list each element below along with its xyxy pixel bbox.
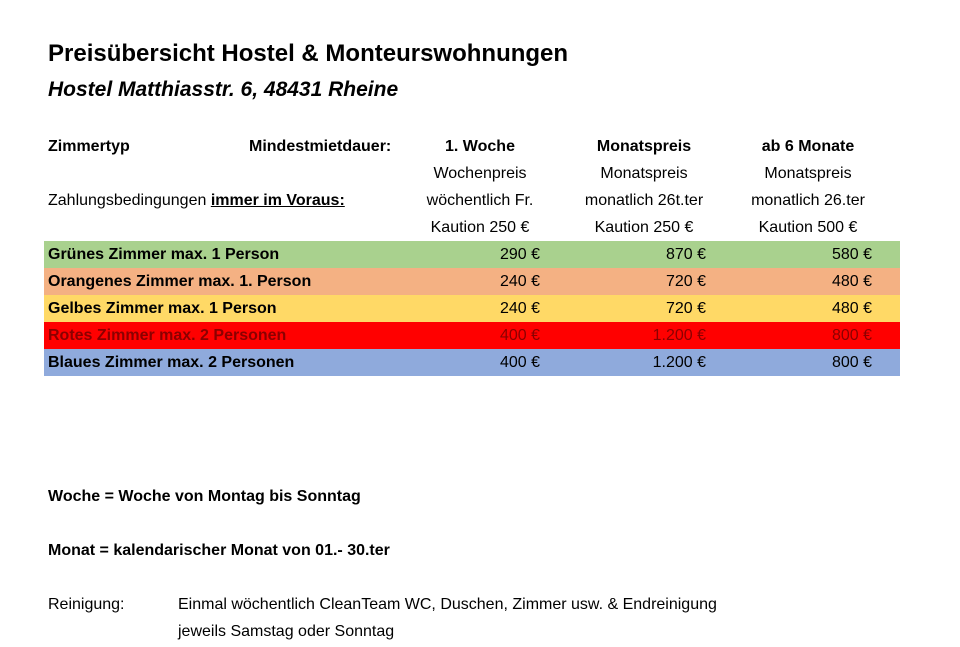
room-price-six-months: 480 €: [831, 273, 872, 290]
room-price-month: 720 €: [665, 300, 706, 317]
room-name: Blaues Zimmer max. 2 Personen: [48, 354, 295, 371]
room-name: Grünes Zimmer max. 1 Person: [48, 246, 280, 263]
room-price-week: 400 €: [499, 354, 540, 371]
payment-col2-line1: Monatspreis: [600, 165, 688, 182]
header-col-six-months: ab 6 Monate: [761, 138, 855, 155]
room-price-week: 240 €: [499, 300, 540, 317]
room-row-green: [44, 241, 900, 268]
payment-col1-line2: wöchentlich Fr.: [426, 192, 534, 209]
payment-col3-line3: Kaution 500 €: [758, 219, 858, 236]
note-reinigung-label: Reinigung:: [48, 596, 125, 613]
room-price-six-months: 800 €: [831, 327, 872, 344]
note-monat: Monat = kalendarischer Monat von 01.- 30.ter: [48, 542, 390, 559]
header-mindestmietdauer: Mindestmietdauer:: [249, 138, 392, 155]
payment-col1-line3: Kaution 250 €: [430, 219, 530, 236]
room-price-six-months: 800 €: [831, 354, 872, 371]
note-reinigung-line2: jeweils Samstag oder Sonntag: [178, 623, 395, 640]
page-subtitle: Hostel Matthiasstr. 6, 48431 Rheine: [48, 78, 399, 101]
room-price-month: 1.200 €: [652, 354, 706, 371]
header-col-week: 1. Woche: [445, 138, 515, 155]
room-name: Gelbes Zimmer max. 1 Person: [48, 300, 277, 317]
note-reinigung-line1: Einmal wöchentlich CleanTeam WC, Duschen, Zimmer usw. & Endreinigung: [178, 596, 717, 613]
room-price-month: 1.200 €: [652, 327, 706, 344]
payment-label: [48, 188, 345, 214]
room-row-red: [44, 322, 900, 349]
room-row-orange: [44, 268, 900, 295]
payment-label-text: Zahlungsbedingungen: [48, 192, 207, 209]
room-price-month: 870 €: [665, 246, 706, 263]
note-woche: Woche = Woche von Montag bis Sonntag: [48, 488, 361, 505]
payment-col1-line1: Wochenpreis: [433, 165, 527, 182]
payment-col3-line2: monatlich 26.ter: [751, 192, 865, 209]
room-price-week: 400 €: [499, 327, 540, 344]
header-zimmertyp: Zimmertyp: [48, 138, 130, 155]
room-row-blue: [44, 349, 900, 376]
payment-col2-line3: Kaution 250 €: [594, 219, 694, 236]
room-name: Orangenes Zimmer max. 1. Person: [48, 273, 312, 290]
room-price-six-months: 580 €: [831, 246, 872, 263]
payment-col3-line1: Monatspreis: [764, 165, 852, 182]
payment-label-emphasis: immer im Voraus:: [210, 192, 345, 209]
page-title: Preisübersicht Hostel & Monteurswohnungen: [48, 40, 569, 67]
room-price-six-months: 480 €: [831, 300, 872, 317]
room-price-week: 290 €: [499, 246, 540, 263]
payment-col2-line2: monatlich 26t.ter: [584, 192, 704, 209]
room-price-month: 720 €: [665, 273, 706, 290]
header-col-month: Monatspreis: [596, 138, 692, 155]
room-price-week: 240 €: [499, 273, 540, 290]
room-name: Rotes Zimmer max. 2 Personen: [48, 327, 287, 344]
room-row-yellow: [44, 295, 900, 322]
